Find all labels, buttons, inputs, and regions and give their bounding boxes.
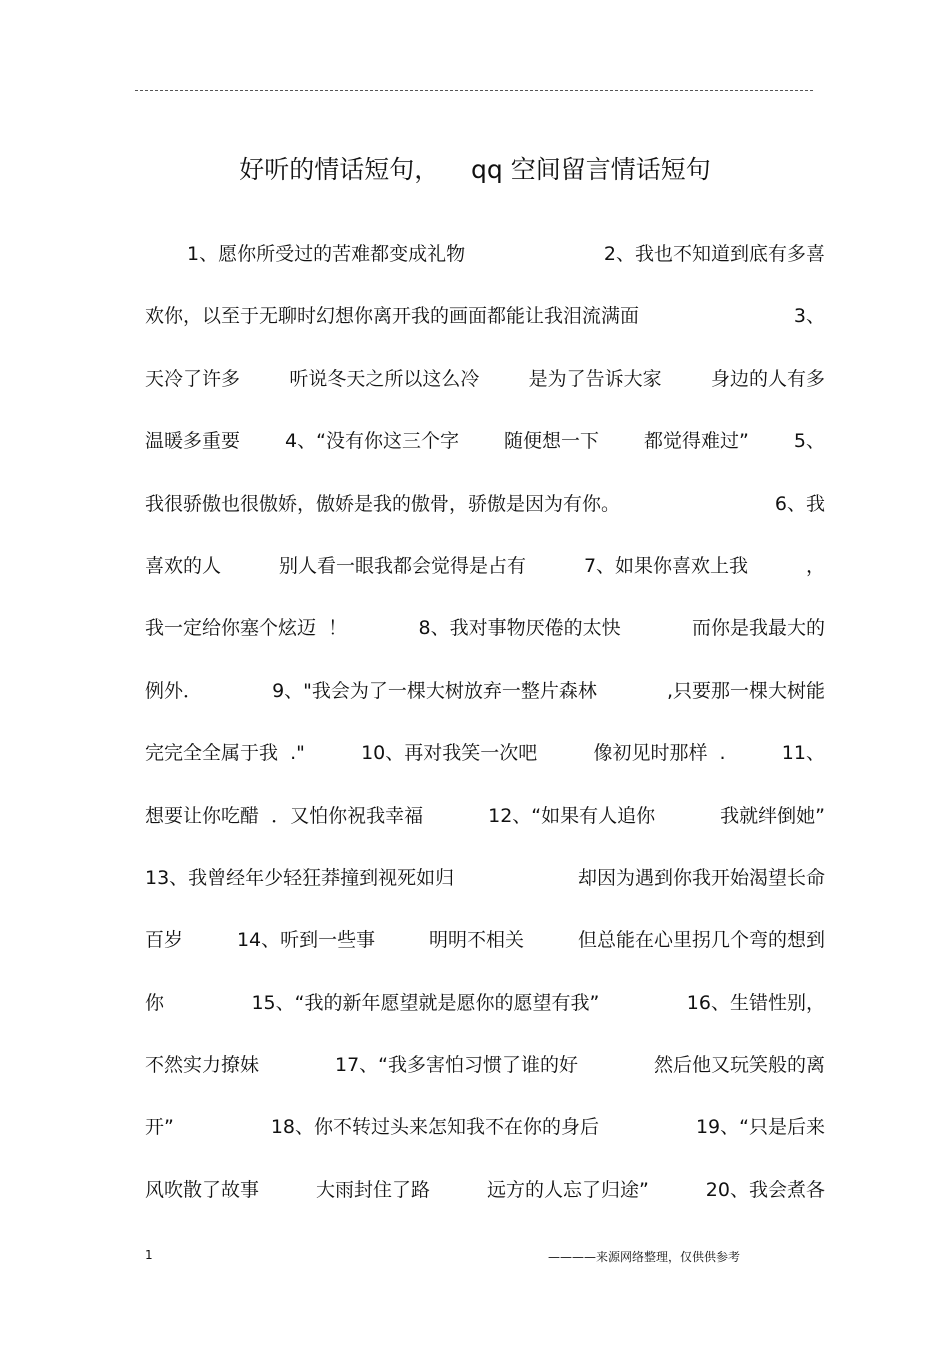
text-segment: 11、 [781,742,825,765]
text-segment: 喜欢的人 [145,554,222,577]
text-segment: 例外． [145,679,203,702]
text-segment: 10、再对我笑一次吧 [361,742,538,765]
text-line [145,232,825,294]
text-segment: 1、愿你所受过的苦难都变成礼物 [187,243,466,265]
text-line [145,1105,825,1167]
text-line [145,357,825,419]
text-segment: 但总能在心里拐几个弯的想到 [577,929,825,952]
text-line [145,419,825,481]
text-segment: 然后他又玩笑般的离 [653,1054,825,1077]
page-number: 1 [145,1248,153,1262]
text-line [145,669,825,731]
text-segment: 20、我会煮各 [705,1178,825,1201]
text-line [145,731,825,793]
text-segment: 17、“我多害怕习惯了谁的好 [334,1054,579,1077]
text-segment: 16、生错性别， [686,991,825,1014]
text-segment: 2、我也不知道到底有多喜 [603,243,825,265]
text-segment: 百岁 [145,929,184,952]
text-line [145,856,825,918]
text-line [145,544,825,606]
text-segment: 身边的人有多 [710,367,825,390]
text-segment: 明明不相关 [429,929,525,952]
text-segment: 18、你不转过头来怎知我不在你的身后 [270,1116,599,1139]
text-segment: 是为了告诉大家 [528,367,662,390]
text-segment: 5、 [793,430,825,453]
text-segment: 都觉得难过” [644,430,749,453]
text-line [145,482,825,544]
text-line [145,606,825,668]
text-line [145,794,825,856]
text-line [145,1043,825,1105]
text-segment: 我很骄傲也很傲娇，傲娇是我的傲骨，骄傲是因为有你。 [145,492,621,515]
text-segment: 9、"我会为了一棵大树放弃一整片森林 [272,679,597,702]
text-segment: 我一定给你塞个炫迈 ！ [145,617,348,640]
text-segment: 8、我对事物厌倦的太快 [418,617,621,640]
text-line [145,294,825,356]
text-segment: 温暖多重要 [145,430,241,453]
text-segment: 天冷了许多 [145,367,241,390]
page-title: 好听的情话短句， qq 空间留言情话短句 [239,155,711,184]
source-note: ————来源网络整理，仅供供参考 [548,1250,741,1264]
text-line [145,1168,825,1230]
text-segment: ， [805,554,825,577]
text-segment: 随便想一下 [503,430,599,453]
text-segment: 6、我 [774,492,825,515]
text-segment: 不然实力撩妹 [145,1054,260,1077]
text-segment: 而你是我最大的 [691,617,825,640]
text-segment: 欢你，以至于无聊时幻想你离开我的画面都能让我泪流满面 [145,305,640,328]
text-segment: 13、我曾经年少轻狂莽撞到视死如归 [145,866,455,889]
text-segment: 开” [145,1116,174,1139]
text-segment: 15、“我的新年愿望就是愿你的愿望有我” [251,991,600,1014]
text-segment: 4、“没有你这三个字 [285,430,459,453]
text-segment: 像初见时那样 . [593,742,726,765]
text-segment: 我就绊倒她” [720,804,825,827]
text-segment: ,只要那一棵大树能 [666,679,825,702]
article-body [145,232,825,1230]
text-segment: 别人看一眼我都会觉得是占有 [278,554,526,577]
text-segment: 听说冬天之所以这么冷 [289,367,480,390]
text-segment: 你 [145,991,165,1014]
text-segment: 大雨封住了路 [315,1178,430,1201]
text-segment: 却因为遇到你我开始渴望长命 [577,866,825,889]
text-segment: 7、如果你喜欢上我 [583,554,749,577]
text-segment: 风吹散了故事 [145,1178,260,1201]
header-divider [135,90,813,91]
text-segment: 19、“只是后来 [695,1116,825,1139]
text-segment: 3、 [793,305,825,328]
text-segment: 12、“如果有人追你 [488,804,656,827]
text-line [145,981,825,1043]
text-segment: 想要让你吃醋 ．又怕你祝我幸福 [145,804,424,827]
text-segment: 14、听到一些事 [236,929,376,952]
text-line [145,918,825,980]
text-segment: 完完全全属于我 ." [145,742,305,765]
text-segment: 远方的人忘了归途” [486,1178,649,1201]
